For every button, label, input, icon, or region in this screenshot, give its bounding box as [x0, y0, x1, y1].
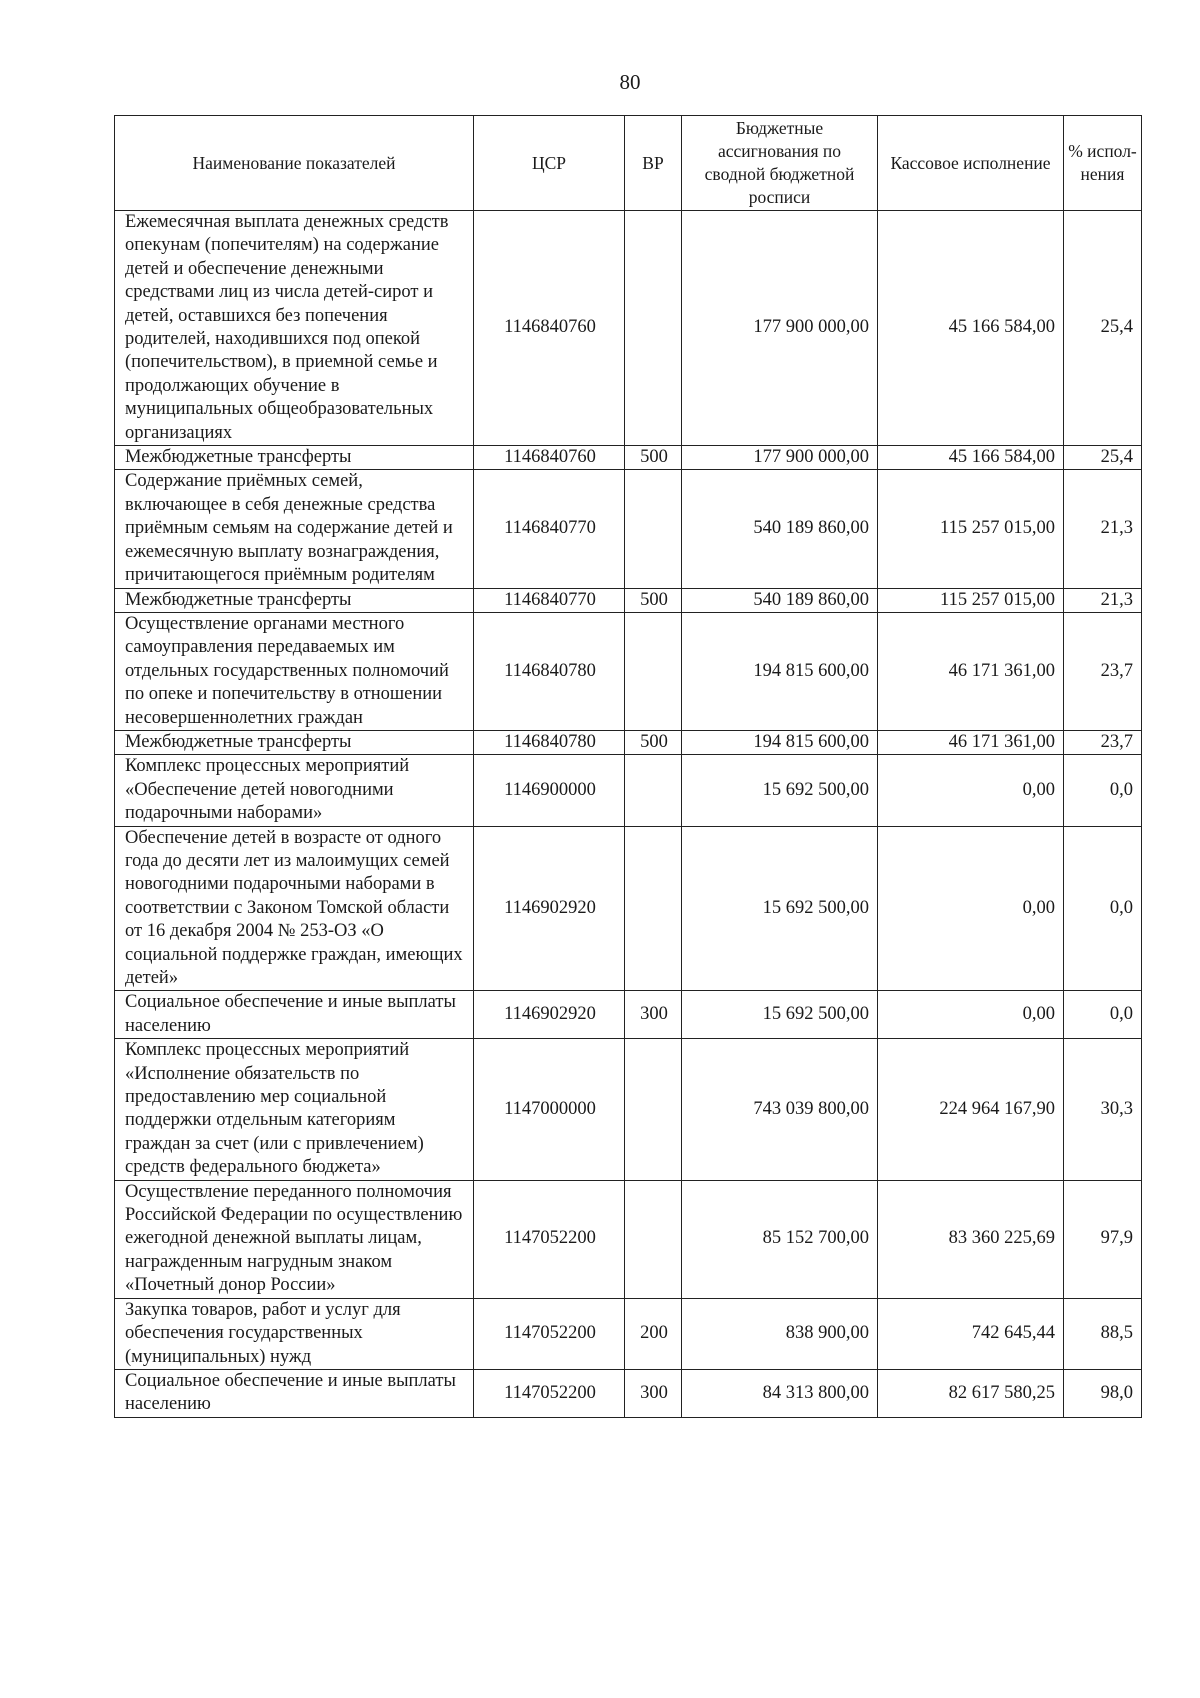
- cell-pct: 0,0: [1064, 826, 1142, 991]
- cell-vr: [625, 1180, 682, 1298]
- cell-cash: 46 171 361,00: [878, 730, 1064, 754]
- cell-budget: 540 189 860,00: [682, 588, 878, 612]
- header-pct: % испол-нения: [1064, 116, 1142, 211]
- cell-vr: [625, 470, 682, 588]
- cell-vr: 300: [625, 991, 682, 1039]
- cell-pct: 21,3: [1064, 470, 1142, 588]
- cell-cash: 45 166 584,00: [878, 211, 1064, 446]
- table-row: [115, 1369, 1142, 1417]
- cell-name: Осуществление переданного полномочия Российской Федерации по осуществлению ежегодной денежной выплаты лицам, награжденным нагрудным знаком «Почетный донор России»: [115, 1180, 474, 1298]
- header-csr: ЦСР: [474, 116, 625, 211]
- cell-name: Осуществление органами местного самоуправления передаваемых им отдельных государственных полномочий по опеке и попечительству в отношении несовершеннолетних граждан: [115, 612, 474, 730]
- cell-pct: 98,0: [1064, 1369, 1142, 1417]
- table-row: [115, 1039, 1142, 1180]
- cell-vr: 300: [625, 1369, 682, 1417]
- table-row: [115, 612, 1142, 730]
- cell-budget: 84 313 800,00: [682, 1369, 878, 1417]
- cell-budget: 194 815 600,00: [682, 730, 878, 754]
- cell-name: Закупка товаров, работ и услуг для обеспечения государственных (муниципальных) нужд: [115, 1298, 474, 1369]
- cell-pct: 0,0: [1064, 755, 1142, 826]
- cell-pct: 23,7: [1064, 730, 1142, 754]
- cell-name: Комплекс процессных мероприятий «Обеспечение детей новогодними подарочными наборами»: [115, 755, 474, 826]
- cell-budget: 177 900 000,00: [682, 211, 878, 446]
- cell-budget: 85 152 700,00: [682, 1180, 878, 1298]
- table-row: [115, 1180, 1142, 1298]
- cell-name: Социальное обеспечение и иные выплаты населению: [115, 991, 474, 1039]
- cell-budget: 743 039 800,00: [682, 1039, 878, 1180]
- header-vr: ВР: [625, 116, 682, 211]
- cell-csr: 1147052200: [474, 1298, 625, 1369]
- cell-name: Обеспечение детей в возрасте от одного года до десяти лет из малоимущих семей новогодними подарочными наборами в соответствии с Законом Томской области от 16 декабря 2004 № 253-ОЗ «О социальной поддержке граждан, имеющих детей»: [115, 826, 474, 991]
- cell-vr: 200: [625, 1298, 682, 1369]
- cell-budget: 194 815 600,00: [682, 612, 878, 730]
- cell-budget: 540 189 860,00: [682, 470, 878, 588]
- header-budget: Бюджетные ассигнования по сводной бюджетной росписи: [682, 116, 878, 211]
- cell-vr: [625, 1039, 682, 1180]
- table-row: [115, 1298, 1142, 1369]
- cell-budget: 15 692 500,00: [682, 755, 878, 826]
- cell-csr: 1147000000: [474, 1039, 625, 1180]
- cell-budget: 177 900 000,00: [682, 446, 878, 470]
- header-name: Наименование показателей: [115, 116, 474, 211]
- cell-name: Содержание приёмных семей, включающее в себя денежные средства приёмным семьям на содержание детей и ежемесячную выплату вознаграждения, причитающегося приёмным родителям: [115, 470, 474, 588]
- cell-csr: 1146840760: [474, 446, 625, 470]
- cell-csr: 1146840770: [474, 470, 625, 588]
- cell-vr: [625, 612, 682, 730]
- cell-cash: 115 257 015,00: [878, 588, 1064, 612]
- cell-vr: 500: [625, 730, 682, 754]
- cell-pct: 25,4: [1064, 211, 1142, 446]
- cell-cash: 224 964 167,90: [878, 1039, 1064, 1180]
- table-row: [115, 991, 1142, 1039]
- cell-name: Межбюджетные трансферты: [115, 588, 474, 612]
- table-row: [115, 730, 1142, 754]
- cell-name: Ежемесячная выплата денежных средств опекунам (попечителям) на содержание детей и обеспечение денежными средствами лиц из числа детей-сирот и детей, оставшихся без попечения родителей, находившихся под опекой (попечительством), в приемной семье и продолжающих обучение в муниципальных общеобразовательных организациях: [115, 211, 474, 446]
- cell-cash: 0,00: [878, 826, 1064, 991]
- cell-vr: 500: [625, 446, 682, 470]
- table-row: [115, 826, 1142, 991]
- cell-name: Межбюджетные трансферты: [115, 446, 474, 470]
- table-row: [115, 470, 1142, 588]
- cell-vr: [625, 211, 682, 446]
- cell-csr: 1146902920: [474, 826, 625, 991]
- cell-csr: 1146840770: [474, 588, 625, 612]
- cell-csr: 1146840760: [474, 211, 625, 446]
- cell-cash: 742 645,44: [878, 1298, 1064, 1369]
- table-row: [115, 211, 1142, 446]
- cell-csr: 1147052200: [474, 1369, 625, 1417]
- cell-pct: 0,0: [1064, 991, 1142, 1039]
- table-row: [115, 446, 1142, 470]
- header-cash: Кассовое исполнение: [878, 116, 1064, 211]
- table-row: [115, 755, 1142, 826]
- cell-vr: [625, 755, 682, 826]
- cell-name: Социальное обеспечение и иные выплаты населению: [115, 1369, 474, 1417]
- cell-budget: 15 692 500,00: [682, 826, 878, 991]
- cell-csr: 1147052200: [474, 1180, 625, 1298]
- cell-cash: 0,00: [878, 755, 1064, 826]
- cell-name: Межбюджетные трансферты: [115, 730, 474, 754]
- cell-pct: 25,4: [1064, 446, 1142, 470]
- cell-pct: 30,3: [1064, 1039, 1142, 1180]
- cell-pct: 23,7: [1064, 612, 1142, 730]
- cell-cash: 45 166 584,00: [878, 446, 1064, 470]
- cell-pct: 88,5: [1064, 1298, 1142, 1369]
- cell-vr: 500: [625, 588, 682, 612]
- cell-budget: 838 900,00: [682, 1298, 878, 1369]
- table-row: [115, 588, 1142, 612]
- cell-csr: 1146902920: [474, 991, 625, 1039]
- table-header-row: [115, 116, 1142, 211]
- cell-budget: 15 692 500,00: [682, 991, 878, 1039]
- cell-name: Комплекс процессных мероприятий «Исполнение обязательств по предоставлению мер социальной поддержки отдельным категориям граждан за счет (или с привлечением) средств федерального бюджета»: [115, 1039, 474, 1180]
- cell-csr: 1146900000: [474, 755, 625, 826]
- cell-cash: 0,00: [878, 991, 1064, 1039]
- cell-pct: 97,9: [1064, 1180, 1142, 1298]
- cell-vr: [625, 826, 682, 991]
- cell-cash: 46 171 361,00: [878, 612, 1064, 730]
- cell-cash: 82 617 580,25: [878, 1369, 1064, 1417]
- cell-pct: 21,3: [1064, 588, 1142, 612]
- page-number: 80: [619, 70, 641, 94]
- budget-execution-table: [114, 115, 1142, 1418]
- cell-csr: 1146840780: [474, 730, 625, 754]
- cell-cash: 115 257 015,00: [878, 470, 1064, 588]
- cell-cash: 83 360 225,69: [878, 1180, 1064, 1298]
- cell-csr: 1146840780: [474, 612, 625, 730]
